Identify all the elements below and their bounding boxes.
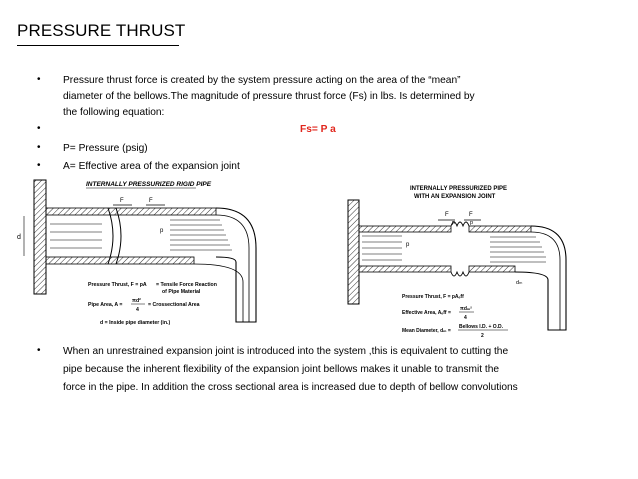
eq1-right: = Tensile Force Reaction bbox=[156, 282, 217, 288]
cut-line-right bbox=[116, 208, 121, 264]
bullet-1-line-3: the following equation: bbox=[63, 107, 165, 118]
pipe-wall-top bbox=[46, 208, 216, 215]
pipe-wall-top-right bbox=[469, 226, 531, 232]
pressure-arrows-inlet bbox=[362, 236, 402, 260]
bullet-1-line-1: Pressure thrust force is created by the system pressure acting on the area of the “mean” bbox=[63, 75, 461, 86]
label-F2: F bbox=[469, 212, 473, 218]
label-F1: F bbox=[120, 198, 124, 204]
eq1-left: Pressure Thrust, F = pA bbox=[88, 282, 147, 288]
pipe-elbow bbox=[515, 226, 566, 330]
bullet-1-line-2: diameter of the bellows.The magnitude of pressure thrust force (Fs) in lbs. Is determined by bbox=[63, 91, 475, 102]
bullet-4: A= Effective area of the expansion joint bbox=[63, 161, 240, 172]
rigid-pipe-heading: INTERNALLY PRESSURIZED RIGID PIPE bbox=[86, 181, 212, 188]
eq2-numerator: πd² bbox=[132, 298, 141, 304]
pipe-wall-bottom-right bbox=[469, 266, 515, 272]
pipe-wall-bottom bbox=[46, 257, 194, 264]
pressure-arrows-elbow bbox=[490, 237, 546, 262]
cut-line-left bbox=[108, 208, 113, 264]
eq2-numerator: πdₘ² bbox=[460, 306, 472, 312]
bullet-5-line-1: When an unrestrained expansion joint is introduced into the system ,this is equivalent to cutting the bbox=[63, 346, 509, 357]
pressure-arrows-inlet bbox=[50, 224, 102, 248]
eq2-label: Pipe Area, A = bbox=[88, 302, 123, 308]
bellows-bottom bbox=[451, 272, 469, 276]
label-p2: p bbox=[470, 220, 474, 226]
label-F2: F bbox=[149, 198, 153, 204]
eq1: Pressure Thrust, F = pAₑff bbox=[402, 294, 464, 300]
heading-line-2: WITH AN EXPANSION JOINT bbox=[414, 194, 496, 200]
bullet-marker: • bbox=[37, 74, 41, 85]
label-F1: F bbox=[445, 212, 449, 218]
eq2-denominator: 4 bbox=[136, 307, 139, 313]
eq2-description: = Crossectional Area bbox=[148, 302, 200, 308]
pipe-wall-top-left bbox=[359, 226, 451, 232]
bullet-marker: • bbox=[37, 142, 41, 153]
flange bbox=[348, 200, 359, 304]
rigid-pipe-diagram bbox=[10, 172, 270, 334]
bullet-marker: • bbox=[37, 345, 41, 356]
eq2-label: Effective Area, Aₑff = bbox=[402, 310, 451, 316]
expansion-joint-diagram bbox=[340, 180, 585, 340]
pipe-wall-bottom-left bbox=[359, 266, 451, 272]
heading-line-1: INTERNALLY PRESSURIZED PIPE bbox=[410, 186, 508, 192]
label-p: p bbox=[160, 228, 164, 234]
pressure-arrows bbox=[170, 220, 232, 250]
label-p3: p bbox=[406, 242, 410, 248]
bullet-marker: • bbox=[37, 123, 41, 134]
equation-text: Fs= P a bbox=[300, 124, 336, 135]
elbow-inner-wall bbox=[216, 215, 249, 322]
eq2-denominator: 4 bbox=[464, 315, 467, 321]
label-d: d bbox=[17, 234, 21, 241]
title-underline bbox=[17, 45, 179, 46]
eq3-denominator: 2 bbox=[481, 333, 484, 339]
flange bbox=[34, 180, 46, 294]
eq3-numerator: Bellows I.D. + O.D. bbox=[459, 324, 504, 330]
eq3-label: Mean Diameter, dₘ = bbox=[402, 328, 451, 334]
label-dm: dₘ bbox=[516, 280, 523, 286]
bullet-3: P= Pressure (psig) bbox=[63, 143, 148, 154]
bullet-5-line-3: force in the pipe. In addition the cross sectional area is increased due to depth of bellow convolutions bbox=[63, 382, 518, 393]
bullet-5-line-2: pipe because the inherent flexibility of the expansion joint bellows makes it unable to transmit the bbox=[63, 364, 500, 375]
eq1-continued: of Pipe Material bbox=[162, 289, 201, 295]
label-p1: p bbox=[452, 220, 456, 226]
eq3: d = Inside pipe diameter (in.) bbox=[100, 320, 171, 326]
slide-title: PRESSURE THRUST bbox=[17, 21, 186, 40]
bullet-marker: • bbox=[37, 160, 41, 171]
